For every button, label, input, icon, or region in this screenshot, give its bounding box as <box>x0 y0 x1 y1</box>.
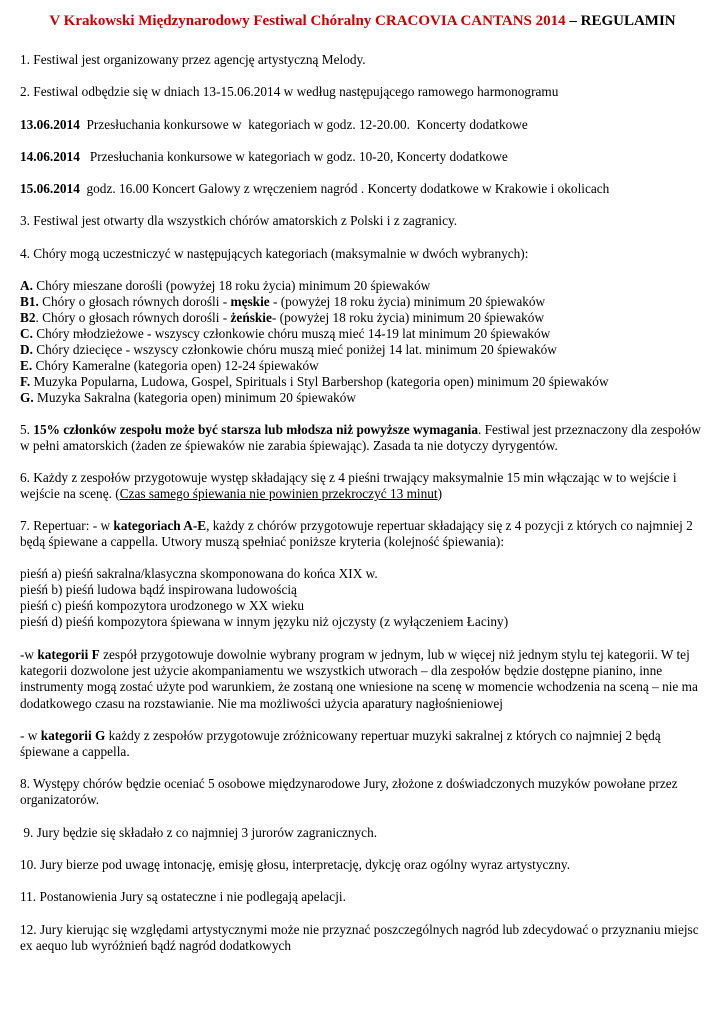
category-key: F. <box>20 374 31 389</box>
category-key: E. <box>20 358 33 373</box>
paragraph-6: 6. Każdy z zespołów przygotowuje występ składający się z 4 pieśni trwający maksymalnie 15 min włączając w to wejście i wejście na scenę. (Czas samego śpiewania nie powinien przekroczyć 13 minut) <box>20 470 677 502</box>
category-b2 <box>20 310 710 326</box>
category-key: G. <box>20 390 34 405</box>
category-f-rules: -w kategorii F zespół przygotowuje dowolnie wybrany program w jednym, lub w więcej niż jednym stylu tej kategorii. W tej kategorii dozwolone jest użycie akompaniamentu we wszystkich utworach – dla zespołów będzie dostępne pianino, inne instrumenty mogą zostać użyte pod warunkiem, że zostaną one wniesione na scenę w momencie wchodzenia na sceną – nie ma dodatkowego czasu na rozstawianie. Nie ma możliwości użycia aparatury nagłośnieniowej <box>20 647 698 711</box>
category-text: Chóry Kameralne (kategoria open) 12-24 śpiewaków <box>32 358 319 373</box>
category-g-emphasis: kategorii G <box>40 728 106 743</box>
category-f-emphasis: kategorii F <box>37 647 100 662</box>
schedule-text: Przesłuchania konkursowe w kategoriach w godz. 10-20, Koncerty dodatkowe <box>79 149 508 164</box>
category-emphasis: męskie <box>230 294 270 309</box>
paragraph-11: 11. Postanowienia Jury są ostateczne i nie podlegają apelacji. <box>20 889 346 904</box>
category-text: Chóry dziecięce - wszyscy członkowie chóru muszą mieć poniżej 14 lat. minimum 20 śpiewaków <box>32 342 557 357</box>
paragraph-5: 5. 15% członków zespołu może być starsza lub młodsza niż powyższe wymagania. Festiwal jest przeznaczony dla zespołów w pełni amatorskich (żaden ze śpiewaków nie zarabia śpiewając). Zasada ta nie dotyczy dyrygentów. <box>20 422 701 454</box>
paragraph-1: 1. Festiwal jest organizowany przez agencję artystyczną Melody. <box>20 52 366 67</box>
category-key: A. <box>20 278 33 293</box>
paragraph-5-emphasis: 15% członków zespołu może być starsza lub młodsza niż powyższe wymagania <box>33 422 478 437</box>
category-text: Chóry młodzieżowe - wszyscy członkowie chóru muszą mieć 14-19 lat minimum 20 śpiewaków <box>32 326 551 341</box>
song-item: pieśń a) pieśń sakralna/klasyczna skomponowana do końca XIX w. <box>20 566 378 581</box>
category-text: Muzyka Sakralna (kategoria open) minimum 20 śpiewaków <box>33 390 357 405</box>
paragraph-2: 2. Festiwal odbędzie się w dniach 13-15.06.2014 w według następującego ramowego harmonogramu <box>20 84 559 99</box>
category-key: C. <box>20 326 33 341</box>
category-text: . Chóry o głosach równych dorośli - <box>35 310 231 325</box>
title-regulamin: – REGULAMIN <box>565 13 676 29</box>
category-key: B2 <box>20 310 36 325</box>
category-g-rules: - w kategorii G każdy z zespołów przygotowuje zróżnicowany repertuar muzyki sakralnej z których co najmniej 2 będą śpiewane a cappella. <box>20 728 661 760</box>
category-text: Muzyka Popularna, Ludowa, Gospel, Spirituals i Styl Barbershop (kategoria open) minimum 20 śpiewaków <box>30 374 609 389</box>
paragraph-6-underlined: Czas samego śpiewania nie powinien przekroczyć 13 minut <box>119 486 438 502</box>
schedule-day-2 <box>20 149 710 165</box>
category-text: Chóry mieszane dorośli (powyżej 18 roku życia) minimum 20 śpiewaków <box>32 278 431 293</box>
paragraph-9: 9. Jury będzie się składało z co najmniej 3 jurorów zagranicznych. <box>20 825 378 840</box>
category-f <box>20 374 710 390</box>
category-e <box>20 358 710 374</box>
schedule-text: Przesłuchania konkursowe w kategoriach w godz. 12-20.00. Koncerty dodatkowe <box>79 117 528 132</box>
paragraph-7: 7. Repertuar: - w kategoriach A-E, każdy z chórów przygotowuje repertuar składający się z 4 pozycji z których co najmniej 2 będą śpiewane a cappella. Utwory muszą spełniać poniższe kryteria (kolejność śpiewania): <box>20 518 693 550</box>
category-text: - (powyżej 18 roku życia) minimum 20 śpiewaków <box>269 294 546 309</box>
schedule-day-3 <box>20 181 710 197</box>
title-festival-name: V Krakowski Międzynarodowy Festiwal Chóralny CRACOVIA CANTANS 2014 <box>49 13 566 29</box>
category-g <box>20 390 710 406</box>
song-item: pieśń d) pieśń kompozytora śpiewana w innym języku niż ojczysty (z wyłączeniem Łaciny) <box>20 614 509 629</box>
schedule-day-1 <box>20 117 710 133</box>
schedule-date: 14.06.2014 <box>20 149 80 164</box>
category-key: B1. <box>20 294 39 309</box>
category-b1 <box>20 294 710 310</box>
category-a <box>20 278 710 294</box>
category-emphasis: żeńskie <box>230 310 272 325</box>
paragraph-3: 3. Festiwal jest otwarty dla wszystkich chórów amatorskich z Polski i z zagranicy. <box>20 213 458 228</box>
schedule-date: 13.06.2014 <box>20 117 80 132</box>
category-text: - (powyżej 18 roku życia) minimum 20 śpiewaków <box>271 310 545 325</box>
paragraph-12: 12. Jury kierując się względami artystycznymi może nie przyznać poszczególnych nagród lub zdecydować o przyznaniu miejsc ex aequo lub wyróżnień bądź nagród dodatkowych <box>20 922 699 954</box>
paragraph-10: 10. Jury bierze pod uwagę intonację, emisję głosu, interpretację, dykcję oraz ogólny wyraz artystyczny. <box>20 857 571 872</box>
category-d <box>20 342 710 358</box>
category-key: D. <box>20 342 33 357</box>
paragraph-4: 4. Chóry mogą uczestniczyć w następujących kategoriach (maksymalnie w dwóch wybranych): <box>20 246 529 261</box>
song-item: pieśń b) pieśń ludowa bądź inspirowana ludowością <box>20 582 297 597</box>
song-item: pieśń c) pieśń kompozytora urodzonego w XX wieku <box>20 598 304 613</box>
category-c <box>20 326 710 342</box>
paragraph-7-emphasis: kategoriach A-E <box>113 518 207 533</box>
paragraph-8: 8. Występy chórów będzie oceniać 5 osobowe międzynarodowe Jury, złożone z doświadczonych muzyków powołane przez organizatorów. <box>20 776 678 808</box>
category-text: Chóry o głosach równych dorośli - <box>38 294 231 309</box>
schedule-date: 15.06.2014 <box>20 181 80 196</box>
document-title <box>0 12 725 31</box>
schedule-text: godz. 16.00 Koncert Galowy z wręczeniem nagród . Koncerty dodatkowe w Krakowie i okolicach <box>79 181 610 196</box>
